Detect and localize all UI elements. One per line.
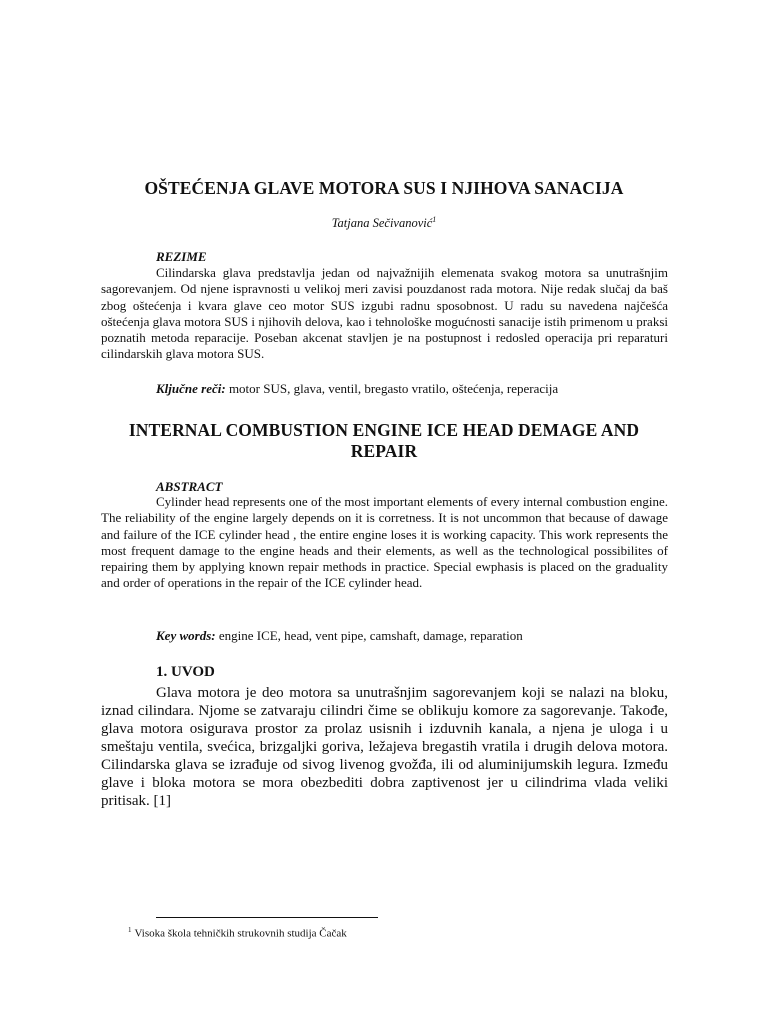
- author-footnote-mark: 1: [432, 215, 437, 224]
- footnote: [128, 926, 347, 940]
- rezime-keywords: [156, 381, 668, 397]
- footnote-text: Visoka škola tehničkih strukovnih studija Čačak: [134, 927, 347, 940]
- paper-title: OŠTEĆENJA GLAVE MOTORA SUS I NJIHOVA SANACIJA: [144, 178, 624, 198]
- rezime-keywords-value: motor SUS, glava, ventil, bregasto vratilo, oštećenja, reperacija: [228, 381, 559, 396]
- author-name: Tatjana Sečivanović: [331, 216, 433, 231]
- abstract-keywords-value: engine ICE, head, vent pipe, camshaft, damage, reparation: [218, 628, 523, 643]
- footnote-divider: [156, 917, 378, 918]
- rezime-heading: REZIME: [156, 249, 207, 264]
- rezime-keywords-label: Ključne reči:: [156, 381, 226, 396]
- abstract-keywords: [156, 628, 668, 644]
- rezime-text: Cilindarska glava predstavlja jedan od najvažnijih elemenata svakog motora sa unutrašnjim sagorevanjem. Od njene ispravnosti u velikoj meri zavisi pouzdanost rada motora. Nije redak slučaj da baš zbog oštećenja i kvara glave ceo motor SUS izgubi radnu sposobnost. U radu su navedena najčešća oštećenja glava motora SUS i njihovih delova, kao i tehnološke mogućnosti sanacije istih primenom u praksi poznatih metoda reparacije. Poseban akcenat stavljen je na postupnost i redosled operacija pri reparaturi cilindarskih glava motora SUS.: [101, 265, 668, 362]
- author-line: [0, 215, 768, 231]
- abstract-heading: ABSTRACT: [156, 479, 223, 494]
- abstract-text: Cylinder head represents one of the most important elements of every internal combustion engine. The reliability of the engine largely depends on it is corretness. It is not uncommon that because of dawage and failure of the ICE cylinder head , the entire engine loses it is working capacity. This work represents the most frequent damage to the engine heads and their elements, as well as the technological possibilites of repairing them by applying known repair methods in practice. Special ewphasis is placed on the graduality and order of operations in the repair of the ICE cylinder head.: [101, 494, 668, 591]
- section-heading-uvod: 1. UVOD: [156, 664, 215, 680]
- section-uvod-text: Glava motora je deo motora sa unutrašnjim sagorevanjem koji se nalazi na bloku, iznad cilindara. Njome se zatvaraju cilindri čime se oblikuju komore za sagorevanje. Takođe, glava motora osigurava prostor za prolaz usisnih i izduvnih kanala, a njena je uloga i u smeštaju ventila, svećica, brizgaljki goriva, ležajeva bregastih vratila i drugih delova motora. Cilindarska glava se izrađuje od sivog livenog gvožđa, ili od aluminijumskih legura. Između glave i bloka motora se mora obezbediti dobra zaptivenost jer u cilindrima vlada veliki pritisak. [1]: [101, 685, 668, 809]
- english-title: INTERNAL COMBUSTION ENGINE ICE HEAD DEMAGE AND REPAIR: [128, 420, 640, 461]
- footnote-mark: 1: [128, 926, 132, 934]
- abstract-keywords-label: Key words:: [156, 628, 216, 643]
